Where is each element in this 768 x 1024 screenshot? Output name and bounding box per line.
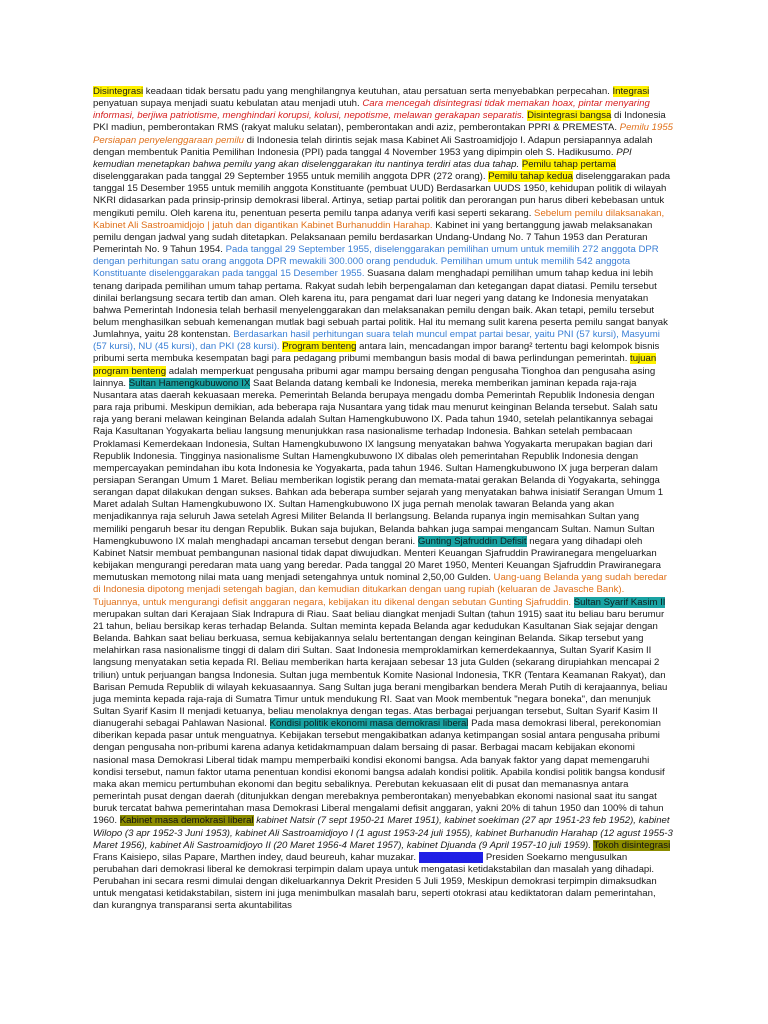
highlighted-term: Pemilu tahap pertama: [521, 158, 616, 170]
text-run: Pada tanggal 29 September 1955, diselenggarakan pemilihan umum untuk memilih 272 anggota DPR dengan perhitungan satu orang anggota DPR mewakili 300.000 orang penduduk. Pemilihan umum untuk memilih 542 anggota Konstituante diselenggarakan pada tanggal 15 Desember 1955.: [93, 244, 659, 280]
text-run: Sebelum pemilu dilaksanakan, Kabinet Ali Sastroamidjojo | jatuh dan digantikan Kabinet Burhanuddin Harahap.: [93, 207, 665, 231]
text-run: keadaan tidak bersatu padu yang menghilangnya keutuhan, atau persatuan serta menyebabkan perpecahan.: [143, 86, 613, 97]
highlighted-term: Disintegrasi bangsa: [527, 110, 612, 122]
highlighted-term: Tokoh disintegrasi: [593, 839, 671, 851]
document-body: [93, 86, 673, 913]
text-run: Presiden Soekarno mengusulkan perubahan dari demokrasi liberal ke demokrasi terpimpin dalam upaya untuk mengatasi ketidakstabilan dan masalah yang dihadapi. Perubahan ini secara resmi dimulai dengan dikeluarkannya Dekrit Presiden 5 Juli 1959, Meskipun demokrasi terpimpin dimaksudkan untuk mengatasi ketidakstabilan, sistem ini juga menimbulkan masalah baru, seperti otokrasi atau kediktatoran dalam pemerintahan, dan kurangnya transparansi serta akuntabilitas: [93, 851, 657, 912]
text-run: penyatuan supaya menjadi suatu kebulatan atau menjadi utuh.: [93, 98, 363, 110]
text-run: Saat Belanda datang kembali ke Indonesia, mereka memberikan jaminan kepada raja-raja Nusantara atas daerah kekuasaan mereka. Pemerintah Belanda berupaya mengadu domba Pemerintah Republik Indonesia dengan para raja pribumi. Meskipun demikian, ada beberapa raja Nusantara yang tidak mau menurut keinginan Belanda tersebut. Salah satu raja yang berani melawan keinginan Belanda adalah Sultan Hamengkubuwono IX. Pada tahun 1940, setelah pelantikannya sebagai Raja Kasultanan Yogyakarta beliau langsung menunjukkan rasa nasionalisme terhadap Indonesia. Bahkan setelah pembacaan Proklamasi Kemerdekaan Indonesia, Sultan Hamengkubuwono IX langsung menyatakan bahwa Yogyakarta merupakan bagian dari Republik Indonesia. Tingginya nasionalisme Sultan Hamengkubuwono IX dibalas oleh pemerintahan Republik Indonesia dengan mempercayakan pemindahan ibu kota Indonesia ke Yogyakarta, pada tahun 1946. Sultan Hamengkubuwono IX juga berperan dalam persiapan Serangan Umum 1 Maret. Beliau memberikan logistik perang dan memata-matai gerakan Belanda di Yogyakarta, sehingga serangan dapat dilakukan dengan sukses. Bahkan ada beberapa sumber sejarah yang menyatakan bahwa inisiatif Serangan Umum 1 Maret adalah Sultan Hamengkubuwono IX. Sultan Hamengkubuwono IX juga pernah menolak tawaran Belanda yang akan menjadikannya raja seluruh Jawa setelah Agresi Militer Belanda II berlangsung. Belanda rupanya ingin memisahkan Sultan yang memiliki pengaruh besar itu dengan Republik. Bukan saja bujukan, Belanda bahkan juga sampai mengancam Sultan. Namun Sultan Hamengkubuwono IX malah menghadapi ancaman tersebut dengan berani.: [93, 377, 664, 547]
text-run: Pemilu 1955 Persiapan penyelenggaraan pemilu: [93, 122, 674, 146]
highlighted-term: Dekrit presiden: [418, 851, 484, 863]
highlighted-term: Gunting Sjafruddin Defisit: [417, 535, 527, 547]
text-run: Cara mencegah disintegrasi tidak memakan hoax, pintar menyaring informasi, berjiwa patriotisme, menghindari korupsi, kolusi, nepotisme, melawan gerakapan separatis.: [93, 98, 650, 122]
highlighted-term: Sultan Syarif Kasim II: [573, 596, 666, 608]
text-run: di Indonesia telah dirintis sejak masa Kabinet Ali Sastroamidjojo I. Adapun persiapannya adalah dengan membentuk Panitia Pemilihan Indonesia (PPI) pada tanggal 4 November 1953 yang dipimpin oleh S. Hadikusumo.: [93, 134, 653, 158]
text-run: merupakan sultan dari Kerajaan Siak Indrapura di Riau. Saat beliau diangkat menjadi Sultan (tahun 1915) saat itu beliau baru berumur 21 tahun, beliau bersikap keras terhadap Belanda. Sultan meminta kepada Belanda agar kedudukan Kasultanan Siak sejajar dengan Belanda. Bahkan saat beliau berkuasa, semua kebijakannya selalu bertentangan dengan keinginan Belanda. Sikap tersebut yang melahirkan rasa nasionalisme tinggi di dalam diri Sultan. Saat Indonesia memproklamirkan kemerdekaannya, Sultan Syarif Kasim II langsung menyatakan setia kepada RI. Beliau memberikan harta kerajaan sebesar 13 juta Gulden (sekarang dirupiahkan mencapai 2 triliun) untuk perjuangan bangsa Indonesia. Sultan juga membentuk Komite Nasional Indonesia, TKR (Tentara Keamanan Rakyat), dan Barisan Pemuda Republik di wilayah kekuasaannya. Sang Sultan juga berani mengibarkan bendera Merah Putih di kerajaannya, beliau juga meminta kepada raja-raja di Sumatra Timur untuk mendukung RI. Saat van Mook membentuk "negara boneka", dan menunjuk Sultan Syarif Kasim II menjadi ketuanya, beliau menolaknya dengan tegas. Atas berbagai perjuangan tersebut, Sultan Syarif Kasim II dianugerahi sebagai Pahlawan Nasional.: [93, 608, 668, 730]
text-run: PPI kemudian menetapkan bahwa pemilu yang akan diselenggarakan itu nantinya terdiri atas dua tahap.: [93, 146, 632, 170]
text-run: Berdasarkan hasil perhitungan suara telah muncul empat partai besar, yaitu PNI (57 kursi), Masyumi (57 kursi), NU (45 kursi), dan PKI (28 kursi).: [93, 329, 660, 353]
highlighted-term: tujuan program benteng: [93, 353, 657, 377]
text-run: kabinet Natsir (7 sept 1950-21 Maret 1951), kabinet soekiman (27 apr 1951-23 feb 1952), kabinet Wilopo (3 apr 1952-3 Juni 1953), kabinet Ali Sastroamidjoyo I (1 agust 1953-24 juli 1955), kabinet Burhanudin Harahap (12 agust 1955-3 Maret 1956), kabinet Ali Sastroamidjoyo II (20 Maret 1956-4 Maret 1957), kabinet Djuanda (9 April 1957-10 juli 1959).: [93, 815, 673, 851]
text-run: antara lain, mencadangan impor barang² tertentu bagi kelompok bisnis pribumi serta membuka kesempatan bagi para pedagang pribumi membangun basis modal di bawa perlindungan pemerintah.: [93, 341, 660, 365]
text-run: di Indonesia PKI madiun, pemberontakan RMS (rakyat maluku selatan), pemberontakan andi aziz, pemberontakan PPRI & PREMESTA.: [93, 110, 666, 134]
highlighted-term: Kondisi politik ekonomi masa demokrasi liberal: [269, 718, 469, 730]
text-run: adalah memperkuat pengusaha pribumi agar mampu bersaing dengan pengusaha Tionghoa dan pengusaha asing lainnya.: [93, 365, 656, 389]
text-run: Frans Kaisiepo, silas Papare, Marthen indey, daud beureuh, kahar muzakar.: [93, 851, 419, 863]
text-run: Suasana dalam menghadapi pemilihan umum tahap kedua ini lebih tenang daripada pemilihan umum tahap pertama. Rakyat sudah lebih berpengalaman dan ketegangan dapat diatasi. Pemilu tersebut dinilai berlangsung secara tertib dan aman. Oleh karena itu, para pengamat dari luar negeri yang datang ke Indonesia menyatakan bahwa Pemerintah Indonesia telah berhasil menyelenggarakan dan melaksanakan pemilu dengan baik. Akan tetapi, pemilu tersebut belum menghasilkan sebuah kemenangan mutlak bagi sebuah partai politik. Hal itu memang sulit karena peserta pemilu sangat banyak Jumlahnya, yaitu 28 kontenstan.: [93, 268, 668, 341]
highlighted-term: Pemilu tahap kedua: [488, 171, 574, 183]
text-run: Uang-uang Belanda yang sudah beredar di Indonesia dipotong menjadi setengah bagian, dan kemudian ditukarkan dengan uang rupiah (keluaran de Javasche Bank). Tujuannya, untuk mengurangi defisit anggaran negara, kebijakan itu dikenal dengan sebutan Gunting Sjafruddin.: [93, 572, 667, 608]
highlighted-term: Kabinet masa demokrasi liberal: [119, 815, 254, 827]
highlighted-term: Integrasi: [612, 86, 650, 97]
text-run: diselenggarakan pada tanggal 15 Desember 1955 untuk memilih anggota Konstituante (pembuat UUD) Berdasarkan UUDS 1950, kehidupan politik di wilayah NKRI didasarkan pada prinsip-prinsip demokrasi liberal. Artinya, setiap partai politik dan perorangan pun harus diberi kebebasan untuk mengikuti pemilu. Oleh karena itu, penentuan peserta pemilu tanpa adanya verifi kasi seperti sekarang.: [93, 171, 671, 219]
highlighted-term: Sultan Hamengkubuwono IX: [128, 377, 251, 389]
highlighted-term: Disintegrasi: [93, 86, 144, 97]
text-run: Pada masa demokrasi liberal, perekonomian diberikan kepada pasar untuk menguatnya. Kebijakan tersebut mengakibatkan adanya ketimpangan sosial antara pengusaha pribumi dengan pengusaha non-pribumi karena adanya ketidakmampuan dalam bersaing di pasar. Berbagai macam kebijakan ekonomi nasional masa Demokrasi Liberal tidak mampu memperbaiki kondisi ekonomi bangsa. Ada banyak faktor yang dapat memengaruhi kondisi tersebut, namun faktor utama penentuan kondisi ekonomi bangsa adalah kondisi politik. Apabila kondisi politik bangsa kondusif maka akan memicu pertumbuhan ekonomi dan begitu sebaliknya. Perebutan kekuasaan elit di pusat dan memanasnya antara pemerintah pusat dengan daerah (ditunjukkan dengan merebaknya pemberontakan) menyebabkan ekonomi nasional saat itu sangat buruk tercatat bahwa pemerintahan masa Demokrasi Liberal mengalami defisit anggaran, yakni 20% di tahun 1950 dan 100% di tahun 1960.: [93, 718, 665, 827]
text-run: negara yang dihadapi oleh Kabinet Natsir membuat pembangunan nasional tidak dapat diwujudkan. Menteri Keuangan Sjafruddin Prawiranegara mengeluarkan kebijakan mengurangi peredaran mata uang yang beredar. Pada tanggal 20 Maret 1950, Menteri Keuangan Sjafruddin Prawiranegara memutuskan memotong nilai mata uang menjadi setengahnya untuk nominal 2,50,00 Gulden.: [93, 535, 662, 584]
text-run: diselenggarakan pada tanggal 29 September 1955 untuk memilih anggota DPR (272 orang).: [93, 171, 489, 183]
highlighted-term: Program benteng: [282, 341, 357, 353]
text-run: Kabinet ini yang bertanggung jawab melaksanakan pemilu dengan jadwal yang sudah ditetapkan. Pelaksanaan pemilu berdasarkan Undang-Undang No. 7 Tahun 1953 dan Peraturan Pemerintah No. 9 Tahun 1954.: [93, 219, 653, 256]
